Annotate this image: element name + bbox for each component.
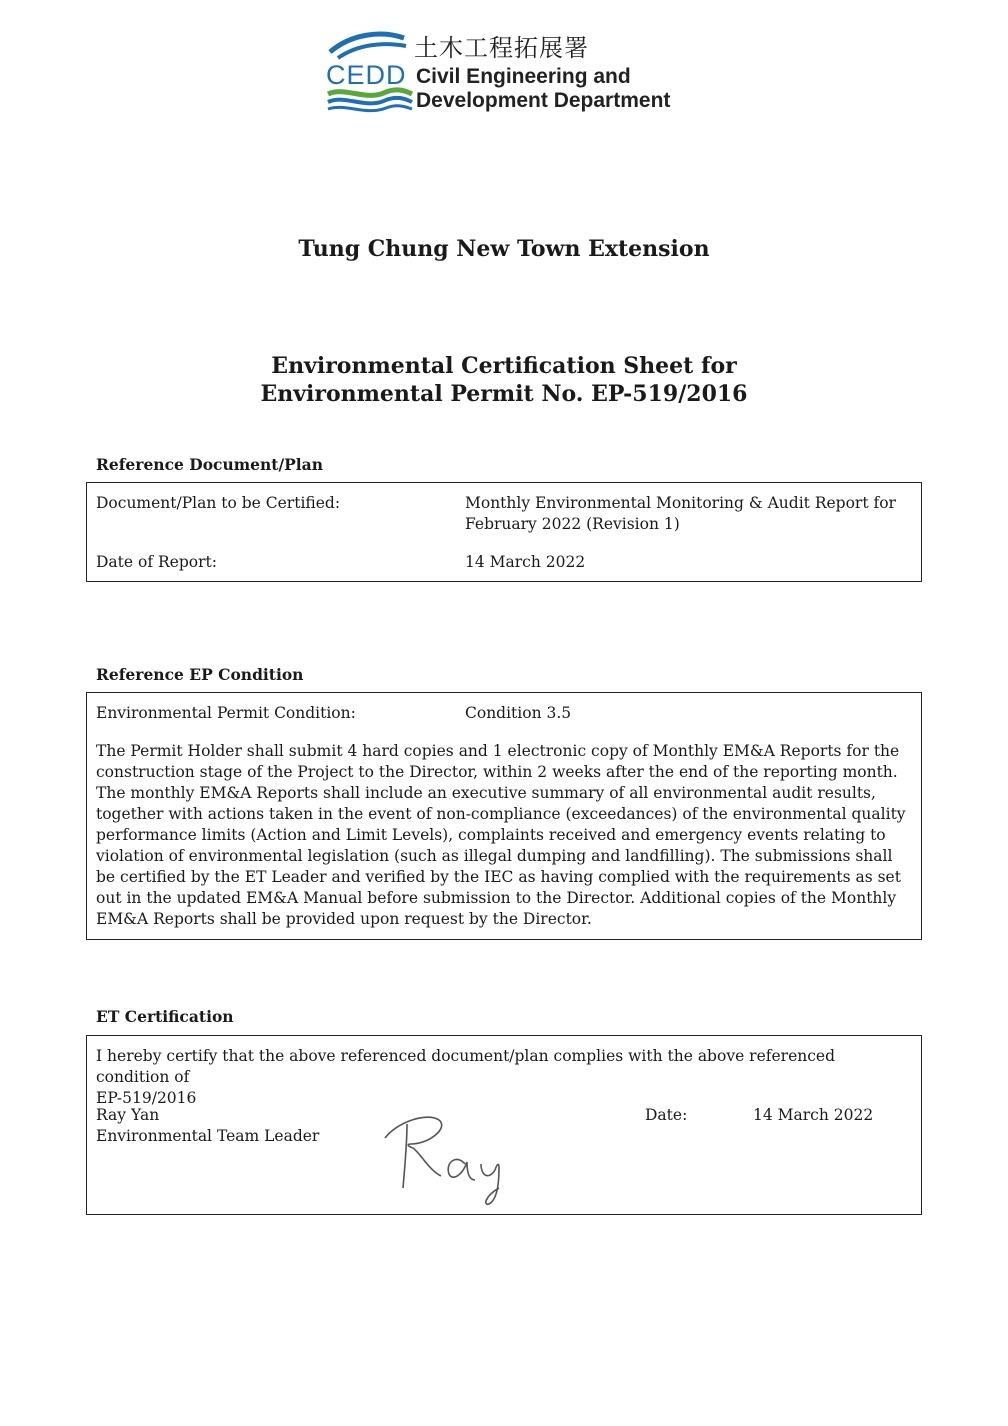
- reference-ep-box: [86, 692, 922, 940]
- et-certification-heading: ET Certification: [96, 1007, 234, 1026]
- condition-line: EM&A Reports shall be provided upon request by the Director.: [96, 910, 592, 928]
- certification-date-value: 14 March 2022: [753, 1106, 874, 1124]
- project-title: Tung Chung New Town Extension: [298, 236, 710, 262]
- signature: [377, 1104, 537, 1208]
- condition-label: Environmental Permit Condition:: [96, 704, 356, 722]
- logo-name-line1: Civil Engineering and: [416, 65, 631, 88]
- report-date-value: 14 March 2022: [465, 553, 586, 571]
- logo-name-line2: Development Department: [416, 89, 671, 112]
- certification-date-label: Date:: [645, 1106, 688, 1124]
- document-value: [465, 493, 896, 535]
- cedd-logo: [326, 28, 696, 116]
- certifier-role: Environmental Team Leader: [96, 1127, 320, 1145]
- condition-line: out in the updated EM&A Manual before submission to the Director. Additional copies of the Monthly: [96, 889, 897, 907]
- logo-abbreviation: CEDD: [326, 60, 407, 90]
- certifier-name: Ray Yan: [96, 1106, 160, 1124]
- document-label: Document/Plan to be Certified:: [96, 494, 341, 512]
- condition-line: performance limits (Action and Limit Levels), complaints received and emergency events relating to: [96, 826, 886, 844]
- sheet-title-line1: Environmental Certification Sheet for: [271, 353, 737, 379]
- sheet-title: [0, 352, 1008, 408]
- condition-line: be certified by the ET Leader and verified by the IEC as having complied with the requirements as set: [96, 868, 901, 886]
- reference-document-box: [86, 482, 922, 582]
- document-value-line1: Monthly Environmental Monitoring & Audit Report for: [465, 494, 896, 512]
- reference-document-heading: Reference Document/Plan: [96, 455, 323, 474]
- condition-line: together with actions taken in the event of non-compliance (exceedances) of the environmental quality: [96, 805, 906, 823]
- certification-statement: [96, 1046, 908, 1109]
- reference-ep-heading: Reference EP Condition: [96, 665, 304, 684]
- et-certification-box: [86, 1035, 922, 1215]
- certification-statement-line2: EP-519/2016: [96, 1089, 197, 1107]
- certification-statement-line1: I hereby certify that the above referenced document/plan complies with the above referenced condition of: [96, 1047, 836, 1086]
- document-value-line2: February 2022 (Revision 1): [465, 515, 680, 533]
- sheet-title-line2: Environmental Permit No. EP-519/2016: [260, 381, 748, 407]
- logo-chinese-name: 土木工程拓展署: [414, 34, 589, 62]
- condition-line: violation of environmental legislation (such as illegal dumping and landfilling). The submissions shall: [96, 847, 893, 865]
- condition-line: The Permit Holder shall submit 4 hard copies and 1 electronic copy of Monthly EM&A Reports for the: [96, 742, 900, 760]
- condition-value: Condition 3.5: [465, 704, 572, 722]
- report-date-label: Date of Report:: [96, 553, 217, 571]
- condition-line: construction stage of the Project to the Director, within 2 weeks after the end of the reporting month.: [96, 763, 898, 781]
- condition-text: [96, 741, 908, 930]
- certifier-block: [96, 1105, 319, 1147]
- condition-line: The monthly EM&A Reports shall include an executive summary of all environmental audit results,: [96, 784, 876, 802]
